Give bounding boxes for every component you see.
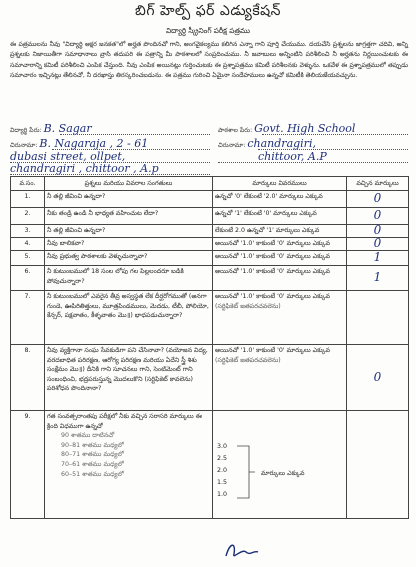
row-question (45, 411, 213, 519)
row-question: నీ కుటుంబములో 18 సంల లోపు గల పిల్లలందరూ బడికి పోవుచున్నారా? (45, 266, 213, 291)
scale-label: మార్కులు ఎక్కువ (261, 470, 305, 477)
table-row (11, 251, 409, 266)
table-row (11, 208, 409, 225)
grade-option: 90 శాతము దాటినచో (61, 432, 115, 440)
row-number: 4. (11, 238, 45, 251)
scale-value: 2.0 (217, 467, 228, 474)
row-marks-text: అయినచో '1.0' కాకుంటే '0' మార్కులు ఎక్కువ (215, 293, 331, 300)
row-marks-detail (213, 345, 347, 411)
scale-bracket-icon (235, 444, 255, 500)
row-score: 1 (347, 251, 409, 266)
form-title: బిగ్ హెల్ప్ ఫర్ ఎడ్యుకేషన్ (135, 3, 281, 19)
place-label: చిరునామా: (218, 142, 246, 149)
row-question: నీ తల్లి జీవించి ఉన్నదా? (45, 225, 213, 238)
row-marks-detail: ఉన్నచో '1' లేకుంటే '0' మార్కులు ఎక్కువ (213, 208, 347, 225)
row-number: 3. (11, 225, 45, 238)
row-marks-detail (213, 291, 347, 345)
row-score: 1 (347, 266, 409, 291)
school-name-line (262, 134, 408, 135)
address-underline-3 (10, 174, 210, 175)
student-name-value: B. Sagar (43, 122, 92, 135)
grade-option: 60–51 శాతము మధ్యలో (61, 470, 124, 478)
row-score: 0 (347, 191, 409, 208)
row-marks-text: అయినచో '1.0' కాకుంటే '0' మార్కులు ఎక్కువ (215, 347, 331, 354)
grade-option: 80–71 శాతము మధ్యలో (61, 451, 124, 459)
row-marks-detail: అయినచో '1.0' కాకుంటే '0' మార్కులు ఎక్కువ (213, 266, 347, 291)
signature-mark-icon (222, 540, 262, 562)
row-marks-detail: ఉన్నచో '0' లేకుంటే '2.0' మార్కులు ఎక్కువ (213, 191, 347, 208)
signature (222, 540, 262, 566)
row-marks-note: (సర్టిఫికెట్ జతపరచవలెను) (215, 302, 281, 310)
grade-option: 70–61 శాతము మధ్యలో (61, 460, 124, 468)
table-row (11, 238, 409, 251)
table-row (11, 411, 409, 519)
row-question: నీ తల్లి జీవించి ఉన్నదా? (45, 191, 213, 208)
screening-table (10, 176, 409, 519)
student-name-line (60, 134, 210, 135)
row-question: నీకు తండ్రి ఉండి నీ భాధ్యత వహించుట లేదా? (45, 208, 213, 225)
table-row (11, 225, 409, 238)
row-score (347, 291, 409, 345)
row-score: 0 (347, 208, 409, 225)
place-line-1: chandragiri, (247, 137, 316, 150)
row-number: 9. (11, 411, 45, 519)
col-header-marks-detail: మార్కులు వివరములు (213, 177, 347, 191)
table-row (11, 266, 409, 291)
school-name-label: పాఠశాల పేరు: (218, 127, 253, 134)
address-label: చిరునామా: (10, 142, 38, 149)
place-underline-2 (218, 162, 408, 163)
row-number: 6. (11, 266, 45, 291)
row-question: నీవు వ్యక్తిగానా సంఘ సేవకుడిగా పని చేసినావా? (వయోజన విద్య, వరదబాధిత పరిరక్షణ, ఆరోగ్య పరిరక్షణ మరియు ఏదేని స్త్రీ శిశు సంక్షేమం మొ॥) దీనికి గాని సూచనలు గాని, సెంటిమెంట్ గాని సంబంధించి, భద్రపరుస్తున్న మొదలుకొని (సర్టిఫికెట్ కావలెను) పరిశోధన పొందినానా? (45, 345, 213, 411)
form-subtitle: విద్యార్థి స్క్రీనింగ్ పరీక్ష పత్రము (165, 26, 251, 35)
scale-value: 1.0 (217, 491, 228, 498)
row-score: 0 (347, 225, 409, 238)
marks-scale (215, 412, 344, 512)
scale-value: 1.5 (217, 479, 228, 486)
row-number: 5. (11, 251, 45, 266)
row-number: 7. (11, 291, 45, 345)
school-name-value: Govt. High School (254, 122, 356, 135)
table-header-row (11, 177, 409, 191)
table-row (11, 191, 409, 208)
col-header-number: వ.సం. (11, 177, 45, 191)
row-marks-detail: లేకుంటే 2.0 ఉన్నచో '1' మార్కులు ఎక్కువ (213, 225, 347, 238)
row-score (347, 411, 409, 519)
row-number: 8. (11, 345, 45, 411)
row-marks-note: (సర్టిఫికెట్ జతపరచవలెను) (215, 356, 281, 364)
row-question: నీ కుటుంబములో ఎవరైన తీవ్ర అస్వస్థత లేక దీర్ఘరోగముతో (అనగా గుండె, ఊపిరితిత్తులు, మూత్రపిండములు, మెదడు, టీబీ, పోలియో, కేన్సర్, పక్షవాతం, కీళ్ళవాతం మొ॥) భాధపడుచున్నారా? (45, 291, 213, 345)
row-question: నీవు బాలికవా? (45, 238, 213, 251)
col-header-marks-obtained: వచ్చిన మార్కులు (347, 177, 409, 191)
address-line-1: B. Nagaraja , 2 - 61 (39, 137, 149, 150)
scale-value: 3.0 (217, 443, 228, 450)
place-line-2: chittoor, A.P (258, 150, 327, 163)
row-score: 0 (347, 345, 409, 411)
row-question: నీవు ప్రభుత్వ పాఠశాలకు వెళ్ళుచున్నావా? (45, 251, 213, 266)
row-score: 0 (347, 238, 409, 251)
row-number: 2. (11, 208, 45, 225)
intro-paragraph: ఈ పత్రములను నీవు "విద్యార్థి అక్షర జనకత"లో అర్హత పొందినచో గాని, అంగవైకల్యము కలిగిన ఎన్నా గాని పూర్తి చేయుము. దయచేసి ప్రశ్నలను జాగ్రత్తగా చదివి, అన్ని ప్రశ్నలకు నిజాయితీగా సమాధానాలు వ్రాసి తదుపరి ఈ పత్రాన్ని మీ పాఠశాలలో సంప్రదించుము. నీ జవాబులు అన్నింటిని పరిశీలించి నీ అర్హతను నిర్ణయించుటకు ఈ సమాచారాన్ని కమిటీ పరిశీలించి ఎంపిక చేస్తుంది. నీవు ఎంపిక అయినట్లు గుర్తించుటకు ఈ ప్రశ్నాపత్రము కమిటీ పరిశీలనకు వెళ్ళును. ఒకవేళ ఈ ప్రశ్నాపత్రములో తప్పుడు సమాచారం ఇచ్చినట్లు తేలినచో, నీ దరఖాస్తు తిరస్కరించబడును. ఈ పత్రము గురించి ఏమైనా సందేహములు ఉన్నచో కమిటీకి తెలియజేయవచ్చును. (10, 41, 408, 80)
grade-option: 90–81 శాతము మధ్యలో (61, 441, 124, 449)
scale-value: 2.5 (217, 455, 228, 462)
col-header-question: ప్రశ్నలు మరియు వివరాల సంగతులు (45, 177, 213, 191)
student-name-label: విద్యార్థి పేరు: (10, 127, 42, 134)
table-row (11, 345, 409, 411)
table-row (11, 291, 409, 345)
row-marks-detail: అయినచో '1.0' కాకుంటే '0' మార్కులు ఎక్కువ (213, 251, 347, 266)
row-marks-detail (213, 411, 347, 519)
row-question-text: గత సంవత్సరాంతపు పరీక్షలో నీకు వచ్చిన సరాసరి మార్కులు ఈ క్రింది విధముగా ఉన్నచో (47, 413, 202, 430)
row-marks-detail: అయినచో '1.0' కాకుంటే '0' మార్కులు ఎక్కువ (213, 238, 347, 251)
address-line-2: dubasi street, ollpet, (10, 150, 126, 163)
row-number: 1. (11, 191, 45, 208)
address-line-3: chandragiri , chittoor , A.p (10, 162, 159, 175)
